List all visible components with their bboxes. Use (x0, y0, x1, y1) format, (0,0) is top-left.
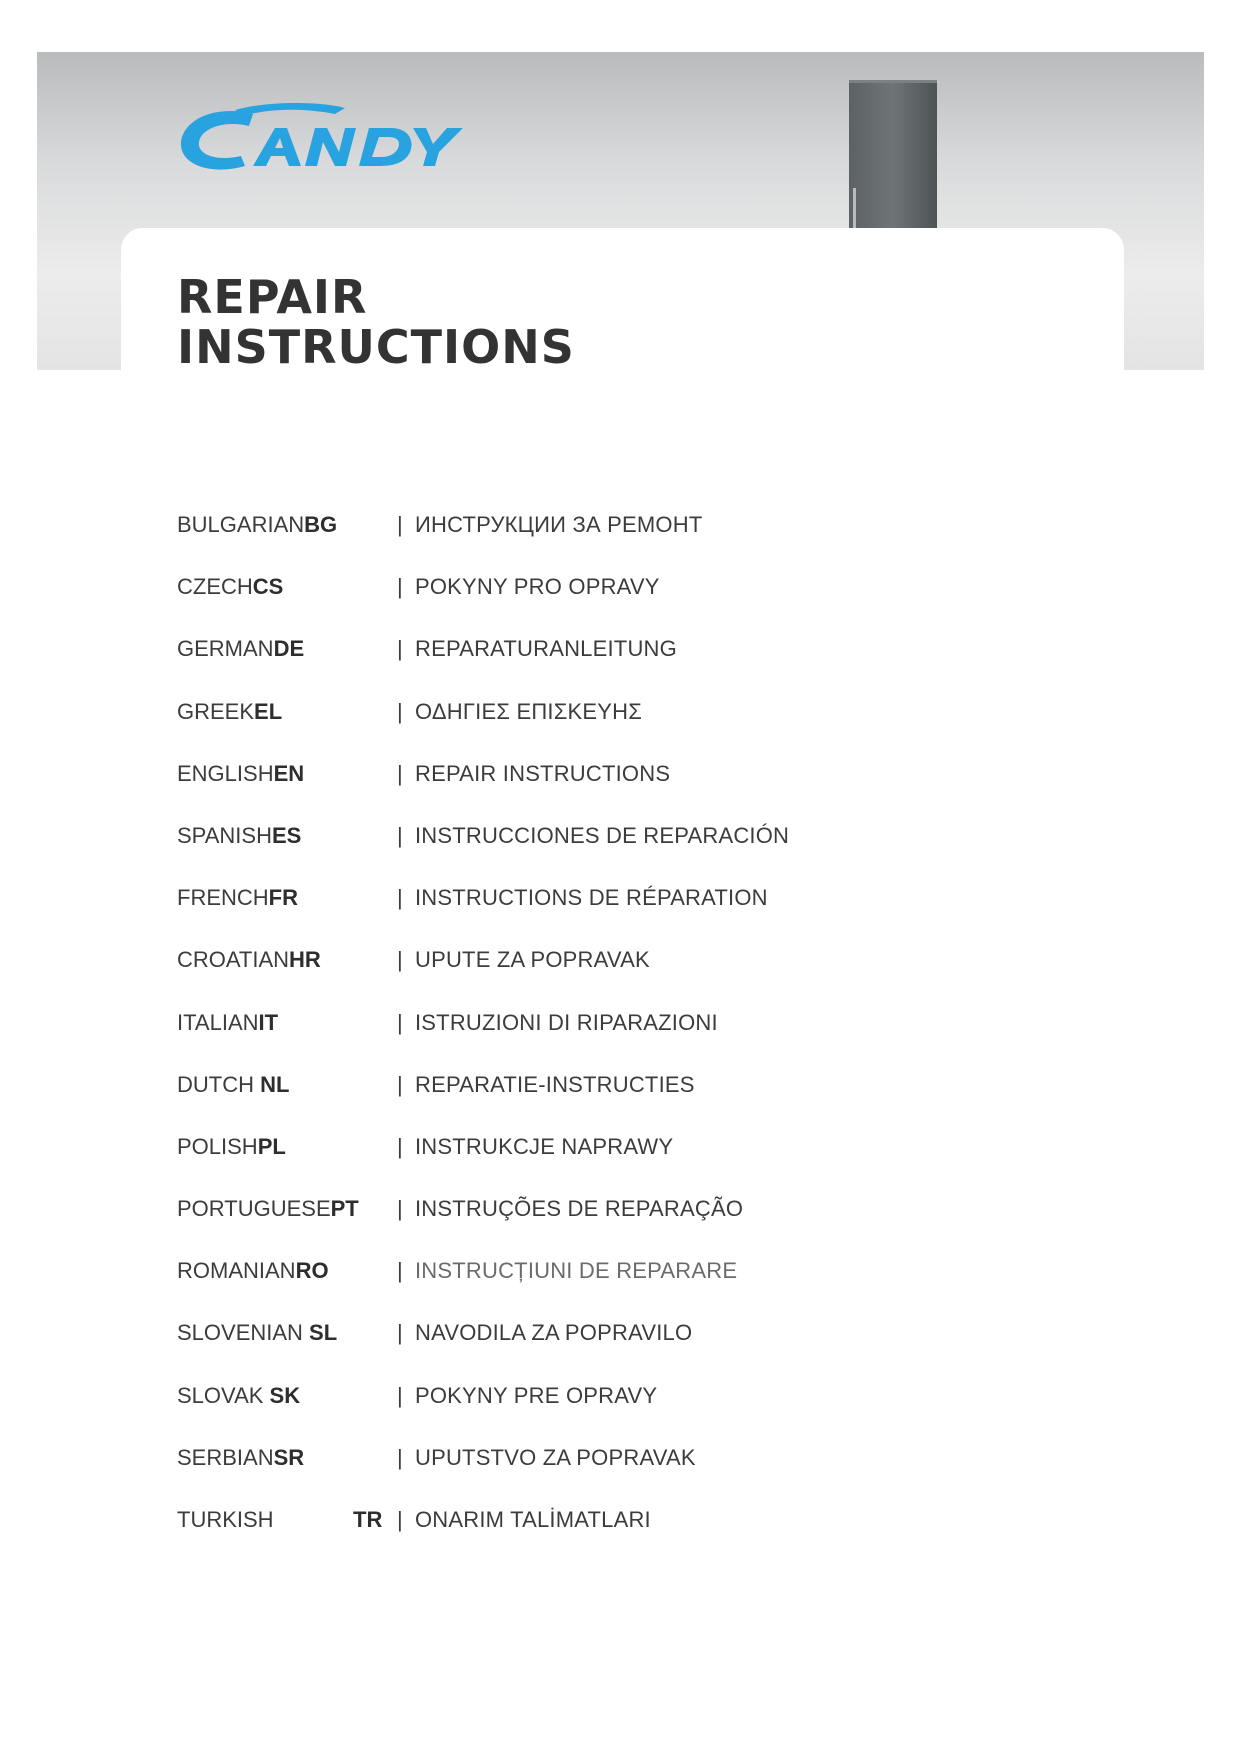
language-name: ITALIANIT (177, 1009, 279, 1035)
translation: INSTRUÇÕES DE REPARAÇÃO (415, 1196, 744, 1222)
language-row-es (177, 823, 1077, 885)
separator: | (397, 1507, 403, 1532)
title-line-1: REPAIR (177, 270, 368, 324)
language-row-de (177, 636, 1077, 698)
language-name: SLOVENIAN SL (177, 1320, 338, 1346)
translation: REPARATIE-INSTRUCTIES (415, 1071, 695, 1097)
language-code: SK (269, 1382, 301, 1408)
translation: INSTRUCTIONS DE RÉPARATION (415, 885, 768, 911)
language-name: GREEKEL (177, 698, 283, 724)
separator: | (397, 1196, 403, 1222)
separator: | (397, 1382, 403, 1408)
language-code: EL (254, 698, 283, 724)
language-row-hr (177, 947, 1077, 1009)
language-row-fr (177, 885, 1077, 947)
language-code: CS (252, 574, 284, 600)
translation: REPAIR INSTRUCTIONS (415, 760, 671, 786)
language-code: SL (309, 1320, 338, 1346)
language-name: FRENCHFR (177, 885, 298, 911)
separator: | (397, 1071, 403, 1097)
language-name: CROATIANHR (177, 947, 321, 973)
candy-logo (175, 92, 495, 182)
translation: ΟΔΗΓΙΕΣ ΕΠΙΣΚΕΥΗΣ (415, 698, 643, 724)
language-code: SR (273, 1444, 305, 1470)
language-code: ES (271, 822, 302, 848)
language-name: ROMANIANRO (177, 1258, 329, 1284)
language-row-it (177, 1010, 1077, 1072)
language-name: CZECHCS (177, 574, 284, 600)
separator: | (397, 512, 403, 537)
language-code: IT (258, 1009, 279, 1035)
language-code: BG (304, 512, 338, 537)
language-code: FR (268, 885, 298, 911)
language-row-ro (177, 1258, 1077, 1320)
separator: | (397, 885, 403, 911)
separator: | (397, 1009, 403, 1035)
translation: UPUTE ZA POPRAVAK (415, 947, 650, 973)
language-name: DUTCH NL (177, 1071, 290, 1097)
translation: POKYNY PRE OPRAVY (415, 1382, 658, 1408)
translation: REPARATURANLEITUNG (415, 636, 677, 662)
language-code: PT (330, 1196, 359, 1222)
language-code: NL (260, 1071, 290, 1097)
separator: | (397, 822, 403, 848)
language-name: BULGARIANBG (177, 512, 338, 537)
language-name: TURKISH (177, 1507, 274, 1532)
translation: ISTRUZIONI DI RIPARAZIONI (415, 1009, 718, 1035)
language-row-pl (177, 1134, 1077, 1196)
language-row-nl (177, 1072, 1077, 1134)
language-name: ENGLISHEN (177, 760, 305, 786)
language-code: EN (273, 760, 305, 786)
separator: | (397, 1444, 403, 1470)
language-name: SERBIANSR (177, 1444, 305, 1470)
separator: | (397, 1133, 403, 1159)
translation: INSTRUKCJE NAPRAWY (415, 1133, 674, 1159)
separator: | (397, 1258, 403, 1284)
separator: | (397, 574, 403, 600)
language-row-sl (177, 1320, 1077, 1382)
language-list (177, 512, 1077, 1569)
language-name: SPANISHES (177, 822, 302, 848)
translation: NAVODILA ZA POPRAVILO (415, 1320, 693, 1346)
language-row-pt (177, 1196, 1077, 1258)
separator: | (397, 1320, 403, 1346)
language-name: GERMANDE (177, 636, 305, 662)
language-row-tr (177, 1507, 1077, 1569)
language-row-en (177, 761, 1077, 823)
language-name: POLISHPL (177, 1133, 286, 1159)
language-name: SLOVAK SK (177, 1382, 301, 1408)
translation: INSTRUCCIONES DE REPARACIÓN (415, 822, 790, 848)
language-name: PORTUGUESEPT (177, 1196, 359, 1222)
translation: INSTRUCȚIUNI DE REPARARE (415, 1258, 738, 1284)
separator: | (397, 947, 403, 973)
translation: ИНСТРУКЦИИ ЗА РЕМОНТ (415, 512, 703, 537)
language-code: DE (273, 636, 305, 662)
separator: | (397, 698, 403, 724)
language-code: HR (289, 947, 321, 973)
language-row-sr (177, 1445, 1077, 1507)
separator: | (397, 760, 403, 786)
translation: ONARIM TALİMATLARI (415, 1507, 651, 1532)
language-row-el (177, 699, 1077, 761)
language-code: TR (353, 1507, 383, 1532)
separator: | (397, 636, 403, 662)
title-line-2: INSTRUCTIONS (177, 320, 575, 374)
language-row-cs (177, 574, 1077, 636)
page-title (177, 272, 575, 372)
language-row-bg (177, 512, 1077, 574)
language-code: PL (257, 1133, 286, 1159)
translation: UPUTSTVO ZA POPRAVAK (415, 1444, 696, 1470)
language-code: RO (295, 1258, 329, 1284)
translation: POKYNY PRO OPRAVY (415, 574, 660, 600)
language-row-sk (177, 1383, 1077, 1445)
